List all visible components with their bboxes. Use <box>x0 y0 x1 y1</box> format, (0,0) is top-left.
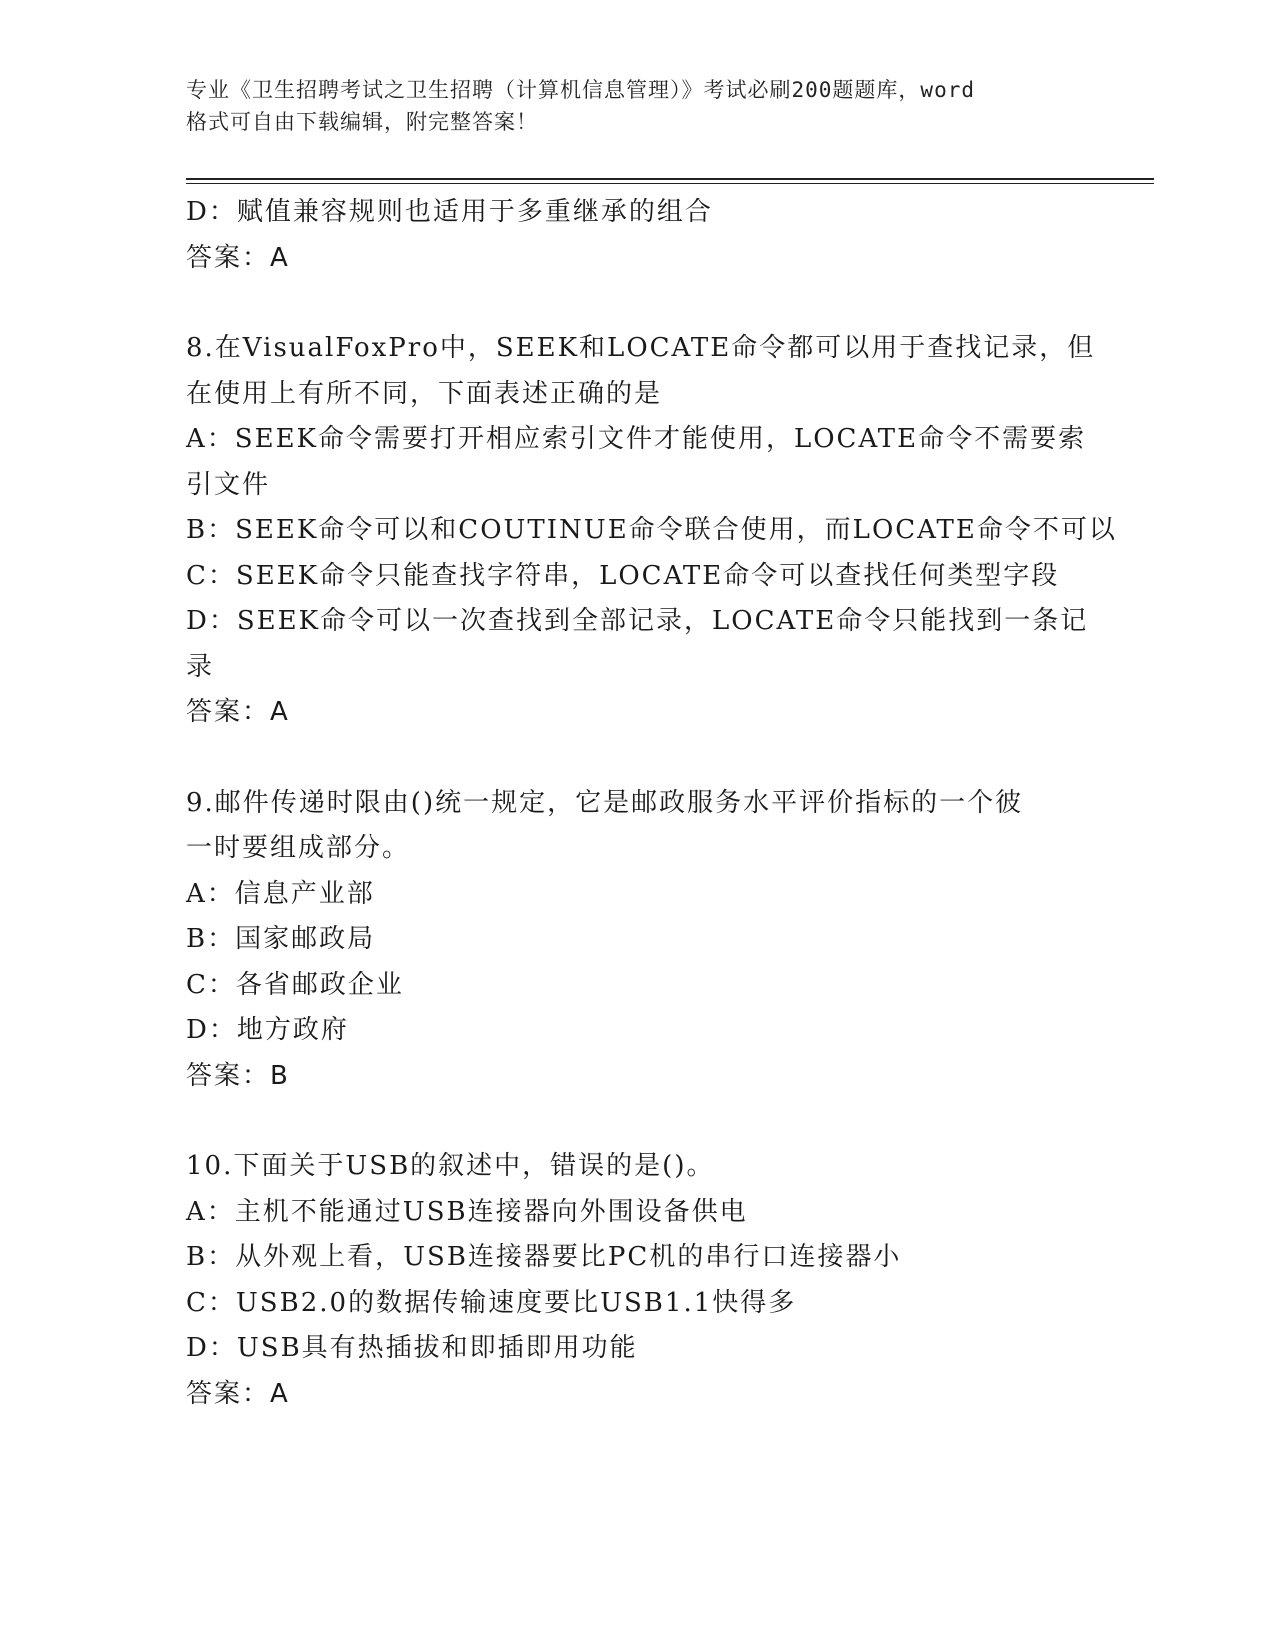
question-8 <box>186 326 1117 736</box>
question-content <box>186 190 1117 1417</box>
header-rule-thick <box>186 178 1154 180</box>
question-stem-line: 10.下面关于USB的叙述中，错误的是()。 <box>186 1151 715 1181</box>
question-stem-line: 在使用上有所不同，下面表述正确的是 <box>186 378 663 409</box>
question-10 <box>186 1144 1086 1417</box>
option-d-continued: 录 <box>186 651 215 682</box>
question-9 <box>186 781 1086 1100</box>
spacer <box>186 736 1086 781</box>
question-stem-line: 8.在VisualFoxPro中，SEEK和LOCATE命令都可以用于查找记录，但 <box>186 333 1096 363</box>
header-rule-thin <box>186 183 1154 184</box>
spacer <box>186 281 1086 326</box>
option-b: B：国家邮政局 <box>186 924 376 954</box>
answer-line: 答案：A <box>186 1378 290 1409</box>
carry-over-block <box>186 190 1086 281</box>
option-d: D：地方政府 <box>186 1015 349 1045</box>
option-d: D：赋值兼容规则也适用于多重继承的组合 <box>186 197 713 227</box>
answer-line: 答案：A <box>186 697 290 727</box>
option-d: D：USB具有热插拔和即插即用功能 <box>186 1333 638 1363</box>
option-b: B：从外观上看，USB连接器要比PC机的串行口连接器小 <box>186 1242 902 1272</box>
option-a-continued: 引文件 <box>186 469 271 500</box>
answer-line: 答案：A <box>186 242 290 273</box>
option-d: D：SEEK命令可以一次查找到全部记录，LOCATE命令只能找到一条记 <box>186 606 1089 636</box>
option-c: C：各省邮政企业 <box>186 969 404 1000</box>
option-a: A：主机不能通过USB连接器向外围设备供电 <box>186 1196 748 1227</box>
option-c: C：USB2.0的数据传输速度要比USB1.1快得多 <box>186 1287 797 1318</box>
spacer <box>186 1099 1086 1144</box>
question-stem-line: 9.邮件传递时限由()统一规定，它是邮政服务水平评价指标的一个彼 <box>186 787 1024 818</box>
option-a: A：信息产业部 <box>186 878 375 909</box>
option-a: A：SEEK命令需要打开相应索引文件才能使用，LOCATE命令不需要索 <box>186 424 1087 454</box>
answer-line: 答案：B <box>186 1060 290 1091</box>
document-header <box>186 74 1106 138</box>
option-c: C：SEEK命令只能查找字符串，LOCATE命令可以查找任何类型字段 <box>186 560 1060 591</box>
option-b: B：SEEK命令可以和COUTINUE命令联合使用，而LOCATE命令不可以 <box>186 515 1117 545</box>
question-stem-line: 一时要组成部分。 <box>186 833 411 863</box>
header-line-1: 专业《卫生招聘考试之卫生招聘（计算机信息管理）》考试必刷200题题库，word <box>186 78 975 102</box>
header-line-2: 格式可自由下载编辑，附完整答案！ <box>186 110 538 134</box>
